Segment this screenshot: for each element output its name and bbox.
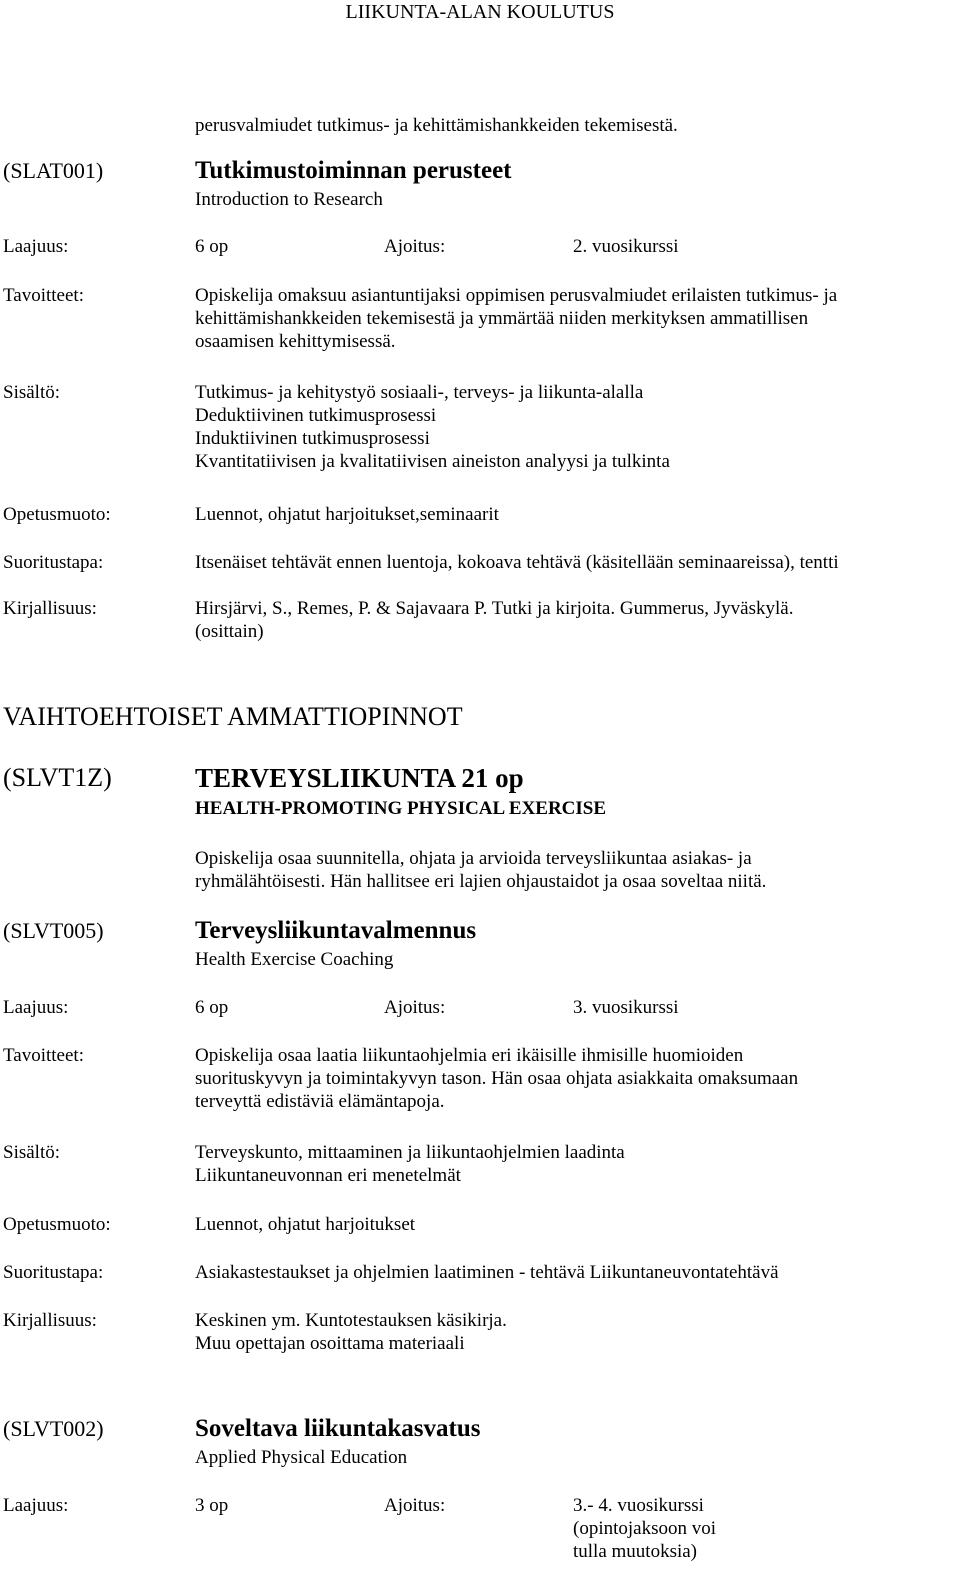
tavoitteet-label: Tavoitteet: <box>3 1045 84 1066</box>
laajuus-label: Laajuus: <box>3 997 69 1018</box>
suoritustapa-label: Suoritustapa: <box>3 1262 104 1283</box>
module-title: TERVEYSLIIKUNTA 21 op <box>195 763 524 793</box>
ajoitus-label: Ajoitus: <box>384 1495 446 1516</box>
kirjallisuus-text: Keskinen ym. Kuntotestauksen käsikirja. Muu opettajan osoittama materiaali <box>195 1310 507 1354</box>
course-code: (SLVT005) <box>3 918 104 943</box>
tavoitteet-text: Opiskelija omaksuu asiantuntijaksi oppimisen perusvalmiudet erilaisten tutkimus- ja kehittämishankkeiden tekemisestä ja ymmärtää niiden merkityksen ammatillisen osaamisen kehittymisessä. <box>195 285 838 352</box>
suoritustapa-text: Itsenäiset tehtävät ennen luentoja, kokoava tehtävä (käsitellään seminaareissa), tentti <box>195 552 839 573</box>
ajoitus-value: 2. vuosikurssi <box>573 236 679 257</box>
module-description: Opiskelija osaa suunnitella, ohjata ja arvioida terveysliikuntaa asiakas- ja ryhmälähtöisesti. Hän hallitsee eri lajien ohjaustaidot ja osaa soveltaa niitä. <box>195 848 767 892</box>
opetusmuoto-label: Opetusmuoto: <box>3 1214 111 1235</box>
module-code: (SLVT1Z) <box>3 763 112 792</box>
ajoitus-label: Ajoitus: <box>384 236 446 257</box>
course-title: Terveysliikuntavalmennus <box>195 917 477 944</box>
tavoitteet-label: Tavoitteet: <box>3 285 84 306</box>
course-subtitle: Health Exercise Coaching <box>195 949 394 970</box>
page-header: LIIKUNTA-ALAN KOULUTUS <box>345 1 615 23</box>
laajuus-value: 3 op <box>195 1495 229 1516</box>
ajoitus-label: Ajoitus: <box>384 997 446 1018</box>
laajuus-label: Laajuus: <box>3 236 69 257</box>
sisalto-text: Terveyskunto, mittaaminen ja liikuntaohjelmien laadinta Liikuntaneuvonnan eri menetelmät <box>195 1142 625 1186</box>
suoritustapa-label: Suoritustapa: <box>3 552 104 573</box>
sisalto-text: Tutkimus- ja kehitystyö sosiaali-, terveys- ja liikunta-alalla Deduktiivinen tutkimusprosessi Induktiivinen tutkimusprosessi Kvantitatiivisen ja kvalitatiivisen aineiston analyysi ja tulkinta <box>195 382 670 472</box>
laajuus-value: 6 op <box>195 997 229 1018</box>
ajoitus-value: 3.- 4. vuosikurssi (opintojaksoon voi tulla muutoksia) <box>573 1495 717 1562</box>
laajuus-value: 6 op <box>195 236 229 257</box>
sisalto-label: Sisältö: <box>3 1142 61 1163</box>
course-subtitle: Introduction to Research <box>195 189 383 210</box>
module-subtitle: HEALTH-PROMOTING PHYSICAL EXERCISE <box>195 798 607 819</box>
kirjallisuus-label: Kirjallisuus: <box>3 1310 97 1331</box>
opetusmuoto-text: Luennot, ohjatut harjoitukset <box>195 1214 416 1235</box>
kirjallisuus-text: Hirsjärvi, S., Remes, P. & Sajavaara P. Tutki ja kirjoita. Gummerus, Jyväskylä. (osittain) <box>195 598 794 642</box>
section-title: VAIHTOEHTOISET AMMATTIOPINNOT <box>3 702 463 731</box>
opetusmuoto-text: Luennot, ohjatut harjoitukset,seminaarit <box>195 504 499 525</box>
opetusmuoto-label: Opetusmuoto: <box>3 504 111 525</box>
course-title: Tutkimustoiminnan perusteet <box>195 157 512 184</box>
course-subtitle: Applied Physical Education <box>195 1447 408 1468</box>
ajoitus-value: 3. vuosikurssi <box>573 997 679 1018</box>
course-code: (SLVT002) <box>3 1416 104 1441</box>
laajuus-label: Laajuus: <box>3 1495 69 1516</box>
course-code: (SLAT001) <box>3 158 104 183</box>
suoritustapa-text: Asiakastestaukset ja ohjelmien laatiminen - tehtävä Liikuntaneuvontatehtävä <box>195 1262 779 1283</box>
course-title: Soveltava liikuntakasvatus <box>195 1415 481 1442</box>
kirjallisuus-label: Kirjallisuus: <box>3 598 97 619</box>
tavoitteet-text: Opiskelija osaa laatia liikuntaohjelmia eri ikäisille ihmisille huomioiden suorituskyvyn ja toimintakyvyn tason. Hän osaa ohjata asiakkaita omaksumaan terveyttä edistäviä elämäntapoja. <box>195 1045 799 1112</box>
sisalto-label: Sisältö: <box>3 382 61 403</box>
intro-text: perusvalmiudet tutkimus- ja kehittämishankkeiden tekemisestä. <box>195 115 678 136</box>
